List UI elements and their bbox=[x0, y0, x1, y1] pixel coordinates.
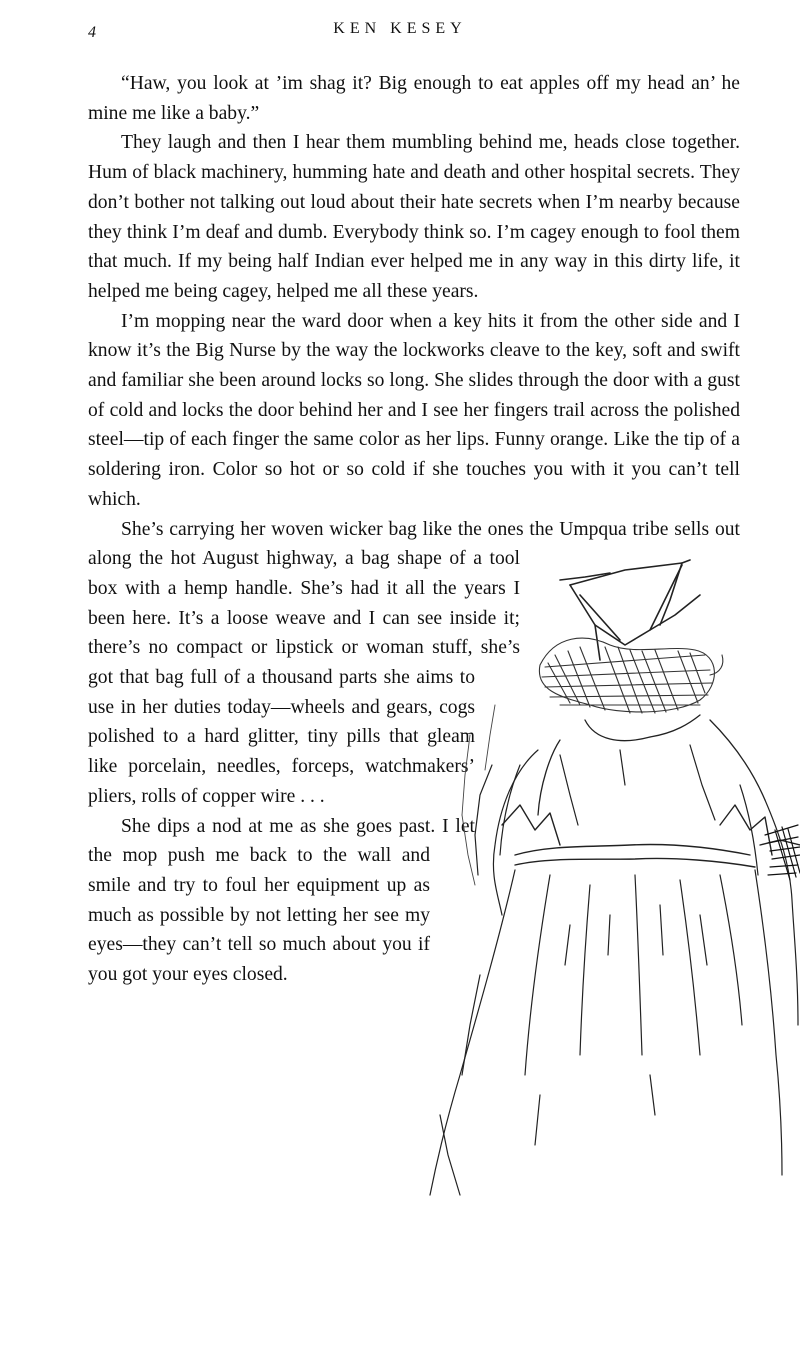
paragraph: “Haw, you look at ’im shag it? Big enough to eat apples off my head an’ he mine me like a baby.” bbox=[88, 73, 740, 124]
paragraph: They laugh and then I hear them mumbling behind me, heads close together. Hum of black machinery, humming hate and death and other hospital secrets. They don’t bother not talking out loud about their hate secrets when I’m nearby because they think I’m deaf and dumb. Everybody think so. I’m cagey enough to fool them that much. If my being half Indian ever helped me in any way in this dirty life, it helped me being cagey, helped me all these years. bbox=[88, 132, 740, 302]
running-head: KEN KESEY bbox=[333, 20, 467, 37]
paragraph: I’m mopping near the ward door when a key hits it from the other side and I know it’s the Big Nurse by the way the lockworks cleave to the key, soft and swift and familiar she been around locks so long. She slides through the door with a gust of cold and locks the door behind her and I see her fingers trail across the polished steel—tip of each finger the same color as her lips. Funny orange. Like the tip of a soldering iron. Color so hot or so cold if she touches you with it you can’t tell which. bbox=[88, 310, 740, 510]
page-number: 4 bbox=[88, 24, 96, 41]
paragraph: She’s carrying her woven wicker bag like the ones the Umpqua tribe sells out along the hot August highway, a bag shape of a tool box with a hemp handle. She’s had it all the years I been here. It’s a loose weave and I can see inside it; there’s no compact or lipstick or woman stuff, she’s got that bag full of a thousand parts she aims to use in her duties today—wheels and gears, cogs polished to a hard glitter, tiny pills that gleam like porcelain, needles, forceps, watchmakers’ pliers, rolls of copper wire . . . bbox=[88, 518, 740, 807]
nurse-sketch-icon bbox=[420, 555, 800, 1200]
paragraph: She dips a nod at me as she goes past. I let the mop push me back to the wall and smile and try to foul her equipment up as much as possible by not letting her see my eyes—they can’t tell so much about you if you got your eyes closed. bbox=[88, 815, 475, 986]
